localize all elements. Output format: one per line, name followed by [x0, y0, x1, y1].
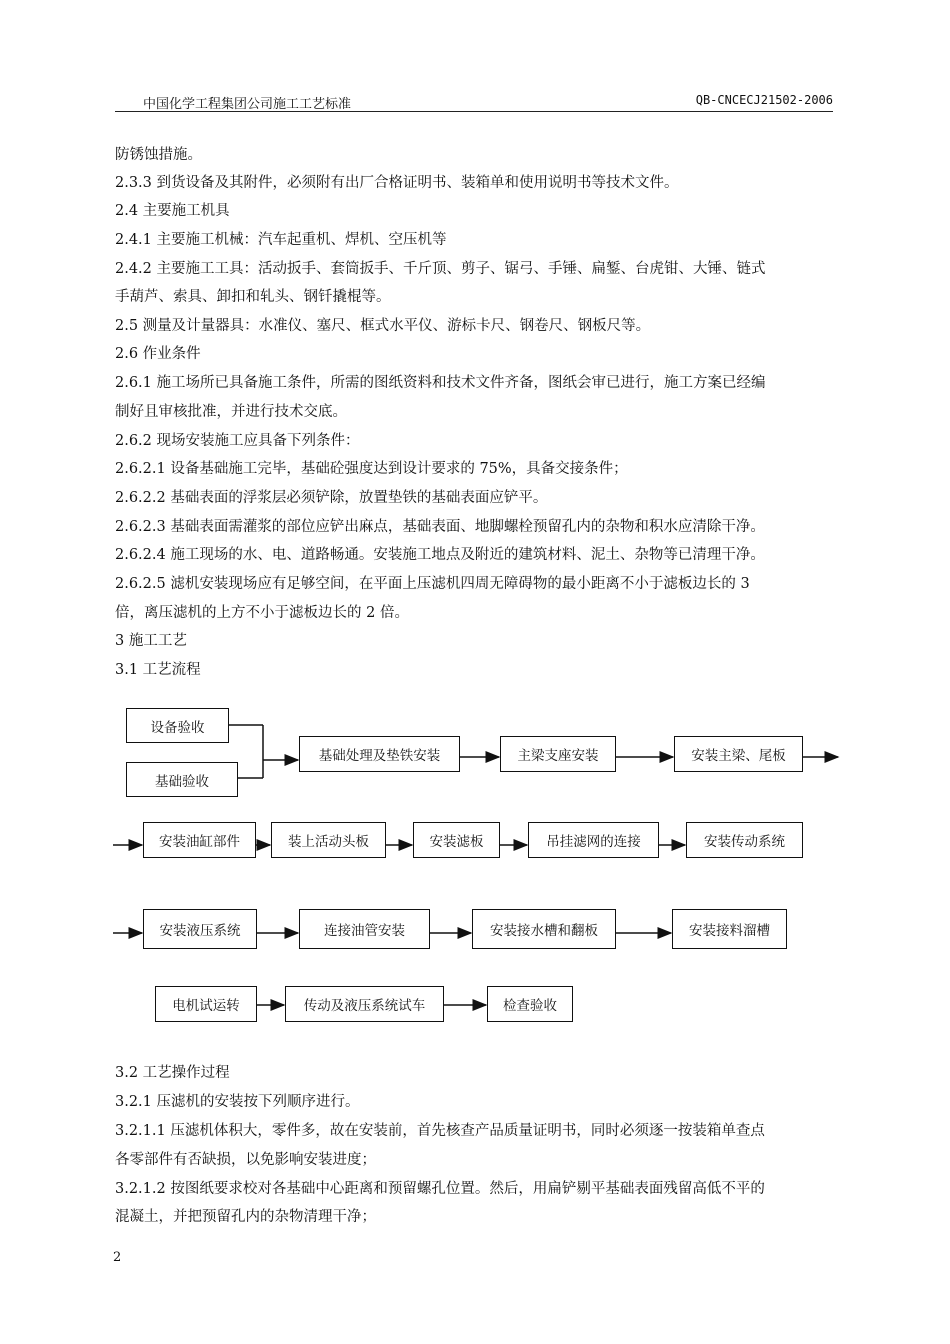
text-line: 2.4.2 主要施工工具：活动扳手、套筒扳手、千斤顶、剪子、锯弓、手锤、扁錾、台虎钳、大锤、链式	[115, 261, 766, 277]
flow-step: 连接油管安装	[299, 909, 430, 949]
section-heading: 2.6 作业条件	[115, 346, 201, 362]
section-heading: 3.2 工艺操作过程	[115, 1065, 230, 1081]
flow-step: 基础验收	[126, 762, 238, 797]
flow-step: 安装接料溜槽	[672, 909, 787, 949]
text-line: 2.3.3 到货设备及其附件，必须附有出厂合格证明书、装箱单和使用说明书等技术文件。	[115, 175, 679, 191]
flow-step: 安装液压系统	[143, 909, 257, 949]
flow-step: 主梁支座安装	[500, 736, 616, 772]
text-line: 各零部件有否缺损，以免影响安装进度；	[115, 1152, 376, 1168]
text-line: 2.6.2.1 设备基础施工完毕，基础砼强度达到设计要求的 75%，具备交接条件；	[115, 461, 628, 477]
text-line: 手葫芦、索具、卸扣和轧头、钢钎撬棍等。	[115, 289, 391, 305]
flow-step: 传动及液压系统试车	[285, 986, 444, 1022]
text-line: 3.2.1 压滤机的安装按下列顺序进行。	[115, 1094, 360, 1110]
text-line: 防锈蚀措施。	[115, 147, 202, 163]
flow-step: 安装传动系统	[686, 822, 803, 858]
header-code: QB-CNCECJ21502-2006	[695, 93, 833, 107]
header-title: 中国化学工程集团公司施工工艺标准	[143, 97, 352, 112]
section-heading: 2.4 主要施工机具	[115, 203, 230, 219]
flow-step: 装上活动头板	[271, 822, 386, 858]
text-line: 2.6.2.2 基础表面的浮浆层必须铲除，放置垫铁的基础表面应铲平。	[115, 490, 548, 506]
text-line: 2.5 测量及计量器具：水准仪、塞尺、框式水平仪、游标卡尺、钢卷尺、钢板尺等。	[115, 318, 651, 334]
page-number: 2	[113, 1250, 122, 1265]
text-line: 混凝土，并把预留孔内的杂物清理干净；	[115, 1209, 376, 1225]
flow-step: 设备验收	[126, 708, 229, 743]
text-line: 3.2.1.1 压滤机体积大，零件多，故在安装前，首先核查产品质量证明书，同时必须逐一按装箱单查点	[115, 1123, 765, 1139]
text-line: 2.4.1 主要施工机械：汽车起重机、焊机、空压机等	[115, 232, 447, 248]
text-line: 2.6.2 现场安装施工应具备下列条件：	[115, 433, 360, 449]
flow-step: 基础处理及垫铁安装	[299, 736, 460, 772]
text-line: 3.2.1.2 按图纸要求校对各基础中心距离和预留螺孔位置。然后，用扁铲剔平基础表面残留高低不平的	[115, 1181, 765, 1197]
text-line: 2.6.1 施工场所已具备施工条件，所需的图纸资料和技术文件齐备，图纸会审已进行，施工方案已经编	[115, 375, 766, 391]
flow-step: 检查验收	[487, 986, 573, 1022]
flow-step: 吊挂滤网的连接	[528, 822, 659, 858]
text-line: 倍，离压滤机的上方不小于滤板边长的 2 倍。	[115, 605, 409, 621]
text-line: 2.6.2.5 滤机安装现场应有足够空间，在平面上压滤机四周无障碍物的最小距离不小于滤板边长的 3	[115, 576, 750, 592]
flow-step: 安装油缸部件	[143, 822, 256, 858]
section-heading: 3 施工工艺	[115, 633, 187, 649]
flow-step: 电机试运转	[155, 986, 257, 1022]
section-heading: 3.1 工艺流程	[115, 662, 201, 678]
flow-step: 安装主梁、尾板	[674, 736, 803, 772]
text-line: 制好且审核批准，并进行技术交底。	[115, 404, 347, 420]
flow-step: 安装接水槽和翻板	[472, 909, 616, 949]
flow-step: 安装滤板	[413, 822, 500, 858]
text-line: 2.6.2.4 施工现场的水、电、道路畅通。安装施工地点及附近的建筑材料、泥土、杂物等已清理干净。	[115, 547, 765, 563]
text-line: 2.6.2.3 基础表面需灌浆的部位应铲出麻点，基础表面、地脚螺栓预留孔内的杂物和积水应清除干净。	[115, 519, 765, 535]
